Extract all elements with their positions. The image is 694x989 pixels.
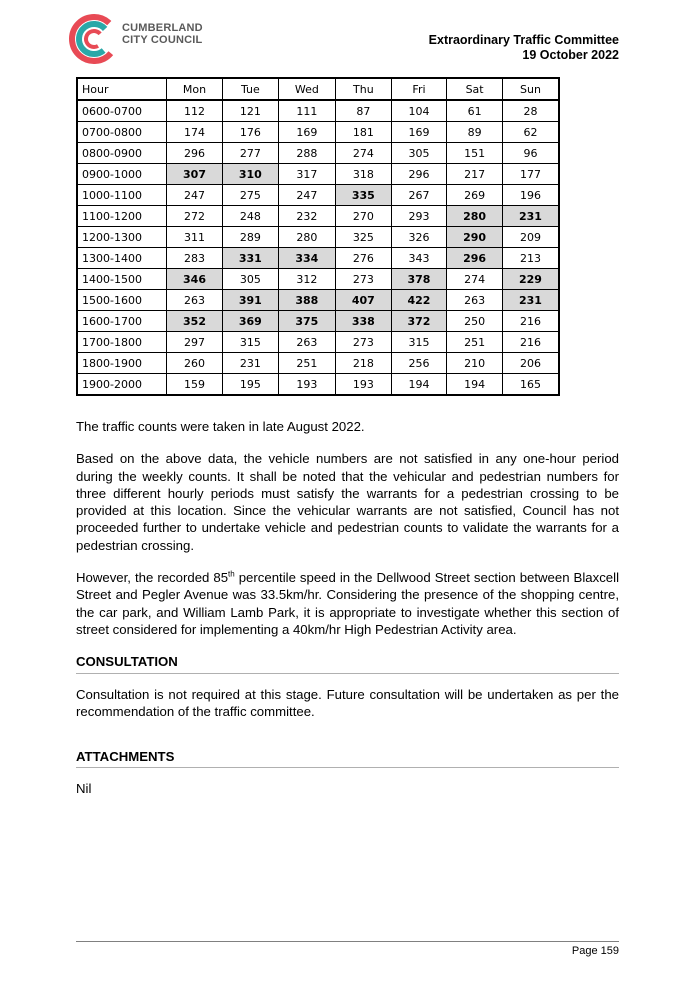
count-cell: 335 — [336, 185, 392, 206]
count-cell: 270 — [336, 206, 392, 227]
count-cell: 307 — [167, 164, 223, 185]
count-cell: 247 — [167, 185, 223, 206]
count-cell: 277 — [223, 143, 279, 164]
count-cell: 290 — [447, 227, 503, 248]
count-cell: 260 — [167, 353, 223, 374]
footer-divider — [76, 941, 619, 942]
count-cell: 276 — [336, 248, 392, 269]
speed-text-start: However, the recorded 85 — [76, 570, 229, 586]
count-cell: 210 — [447, 353, 503, 374]
count-cell: 96 — [502, 143, 559, 164]
count-cell: 297 — [167, 332, 223, 353]
count-cell: 372 — [391, 311, 447, 332]
count-cell: 273 — [336, 269, 392, 290]
count-cell: 267 — [391, 185, 447, 206]
traffic-count-table — [76, 77, 560, 396]
count-cell: 269 — [447, 185, 503, 206]
hour-cell: 1700-1800 — [77, 332, 167, 353]
count-cell: 280 — [278, 227, 335, 248]
count-cell: 196 — [502, 185, 559, 206]
count-cell: 283 — [167, 248, 223, 269]
council-logo-icon — [68, 13, 120, 65]
count-cell: 310 — [223, 164, 279, 185]
count-cell: 263 — [278, 332, 335, 353]
count-cell: 165 — [502, 374, 559, 396]
consultation-text: Consultation is not required at this stage. Future consultation will be undertaken as per the recommendation of the traffic committee. — [76, 686, 619, 719]
count-cell: 151 — [447, 143, 503, 164]
column-header-thu: Thu — [336, 78, 392, 100]
count-cell: 331 — [223, 248, 279, 269]
count-cell: 177 — [502, 164, 559, 185]
hour-cell: 0800-0900 — [77, 143, 167, 164]
count-cell: 263 — [167, 290, 223, 311]
count-cell: 216 — [502, 332, 559, 353]
count-cell: 218 — [336, 353, 392, 374]
count-cell: 315 — [223, 332, 279, 353]
count-cell: 263 — [447, 290, 503, 311]
hour-cell: 1300-1400 — [77, 248, 167, 269]
ordinal-suffix: th — [228, 569, 235, 579]
report-body — [76, 418, 619, 813]
table-row — [77, 311, 559, 332]
count-cell: 231 — [502, 290, 559, 311]
hour-cell: 1400-1500 — [77, 269, 167, 290]
count-cell: 315 — [391, 332, 447, 353]
count-cell: 288 — [278, 143, 335, 164]
count-cell: 326 — [391, 227, 447, 248]
count-cell: 391 — [223, 290, 279, 311]
count-cell: 256 — [391, 353, 447, 374]
logo-line-1: CUMBERLAND — [122, 22, 203, 34]
count-cell: 251 — [447, 332, 503, 353]
count-cell: 318 — [336, 164, 392, 185]
hour-cell: 1800-1900 — [77, 353, 167, 374]
count-cell: 375 — [278, 311, 335, 332]
hour-cell: 0600-0700 — [77, 100, 167, 122]
meeting-date: 19 October 2022 — [522, 48, 619, 62]
table-row — [77, 227, 559, 248]
count-cell: 159 — [167, 374, 223, 396]
count-cell: 169 — [391, 122, 447, 143]
count-cell: 169 — [278, 122, 335, 143]
count-cell: 272 — [167, 206, 223, 227]
count-cell: 194 — [391, 374, 447, 396]
table-row — [77, 143, 559, 164]
table-row — [77, 290, 559, 311]
speed-paragraph — [76, 569, 619, 638]
column-header-sun: Sun — [502, 78, 559, 100]
count-cell: 28 — [502, 100, 559, 122]
count-cell: 305 — [223, 269, 279, 290]
count-cell: 206 — [502, 353, 559, 374]
count-cell: 296 — [391, 164, 447, 185]
column-header-fri: Fri — [391, 78, 447, 100]
column-header-hour: Hour — [77, 78, 167, 100]
count-cell: 275 — [223, 185, 279, 206]
count-cell: 209 — [502, 227, 559, 248]
count-cell: 293 — [391, 206, 447, 227]
count-cell: 87 — [336, 100, 392, 122]
table-row — [77, 353, 559, 374]
table-row — [77, 374, 559, 396]
count-cell: 343 — [391, 248, 447, 269]
count-cell: 296 — [167, 143, 223, 164]
attachments-text: Nil — [76, 781, 92, 797]
attachments-heading: ATTACHMENTS — [76, 748, 619, 768]
counts-note: The traffic counts were taken in late August 2022. — [76, 419, 365, 434]
count-cell: 311 — [167, 227, 223, 248]
count-cell: 251 — [278, 353, 335, 374]
count-cell: 273 — [336, 332, 392, 353]
table-header-row — [77, 78, 559, 100]
table-row — [77, 206, 559, 227]
table-row — [77, 332, 559, 353]
column-header-mon: Mon — [167, 78, 223, 100]
count-cell: 231 — [502, 206, 559, 227]
count-cell: 274 — [336, 143, 392, 164]
count-cell: 369 — [223, 311, 279, 332]
hour-cell: 1200-1300 — [77, 227, 167, 248]
count-cell: 174 — [167, 122, 223, 143]
hour-cell: 1500-1600 — [77, 290, 167, 311]
count-cell: 112 — [167, 100, 223, 122]
count-cell: 250 — [447, 311, 503, 332]
count-cell: 62 — [502, 122, 559, 143]
table-row — [77, 248, 559, 269]
table-row — [77, 185, 559, 206]
count-cell: 217 — [447, 164, 503, 185]
consultation-heading: CONSULTATION — [76, 653, 619, 673]
count-cell: 193 — [278, 374, 335, 396]
count-cell: 422 — [391, 290, 447, 311]
table-row — [77, 122, 559, 143]
count-cell: 216 — [502, 311, 559, 332]
count-cell: 231 — [223, 353, 279, 374]
speed-text-end: percentile speed in the Dellwood Street section between Blaxcell Street and Pegler Avenue was 33.5km/hr. Considering the presence of the shopping centre, the car park, and William Lamb Park, it is appropriate to investigate whether this section of street considered for implementing a 40km/hr High Pedestrian Activity area. — [76, 570, 619, 637]
count-cell: 194 — [447, 374, 503, 396]
count-cell: 388 — [278, 290, 335, 311]
count-cell: 121 — [223, 100, 279, 122]
hour-cell: 1600-1700 — [77, 311, 167, 332]
page-number: Page 159 — [571, 945, 619, 957]
hour-cell: 1000-1100 — [77, 185, 167, 206]
count-cell: 104 — [391, 100, 447, 122]
count-cell: 346 — [167, 269, 223, 290]
count-cell: 181 — [336, 122, 392, 143]
count-cell: 312 — [278, 269, 335, 290]
count-cell: 289 — [223, 227, 279, 248]
count-cell: 61 — [447, 100, 503, 122]
table-row — [77, 164, 559, 185]
count-cell: 229 — [502, 269, 559, 290]
count-cell: 247 — [278, 185, 335, 206]
table-row — [77, 269, 559, 290]
count-cell: 280 — [447, 206, 503, 227]
hour-cell: 1900-2000 — [77, 374, 167, 396]
hour-cell: 1100-1200 — [77, 206, 167, 227]
count-cell: 296 — [447, 248, 503, 269]
count-cell: 111 — [278, 100, 335, 122]
count-cell: 193 — [336, 374, 392, 396]
table-row — [77, 100, 559, 122]
meeting-heading — [429, 33, 619, 63]
count-cell: 274 — [447, 269, 503, 290]
count-cell: 89 — [447, 122, 503, 143]
logo-line-2: CITY COUNCIL — [122, 34, 203, 46]
count-cell: 176 — [223, 122, 279, 143]
table-body — [77, 100, 559, 395]
count-cell: 317 — [278, 164, 335, 185]
column-header-tue: Tue — [223, 78, 279, 100]
column-header-sat: Sat — [447, 78, 503, 100]
count-cell: 305 — [391, 143, 447, 164]
committee-name: Extraordinary Traffic Committee — [428, 33, 619, 47]
count-cell: 195 — [223, 374, 279, 396]
count-cell: 213 — [502, 248, 559, 269]
warrants-paragraph: Based on the above data, the vehicle numbers are not satisfied in any one-hour period during the weekly counts. It shall be noted that the vehicular and pedestrian numbers for three different hourly periods must satisfy the warrants for a pedestrian crossing to be provided at this location. Since the vehicular warrants are not satisfied, Council has not proceeded further to undertake vehicle and pedestrian counts to validate the warrants for a pedestrian crossing. — [76, 451, 619, 553]
count-cell: 407 — [336, 290, 392, 311]
logo-wordmark — [122, 22, 203, 46]
count-cell: 334 — [278, 248, 335, 269]
council-logo — [68, 13, 203, 65]
count-cell: 338 — [336, 311, 392, 332]
hour-cell: 0900-1000 — [77, 164, 167, 185]
count-cell: 352 — [167, 311, 223, 332]
count-cell: 378 — [391, 269, 447, 290]
count-cell: 232 — [278, 206, 335, 227]
hour-cell: 0700-0800 — [77, 122, 167, 143]
column-header-wed: Wed — [278, 78, 335, 100]
count-cell: 325 — [336, 227, 392, 248]
count-cell: 248 — [223, 206, 279, 227]
